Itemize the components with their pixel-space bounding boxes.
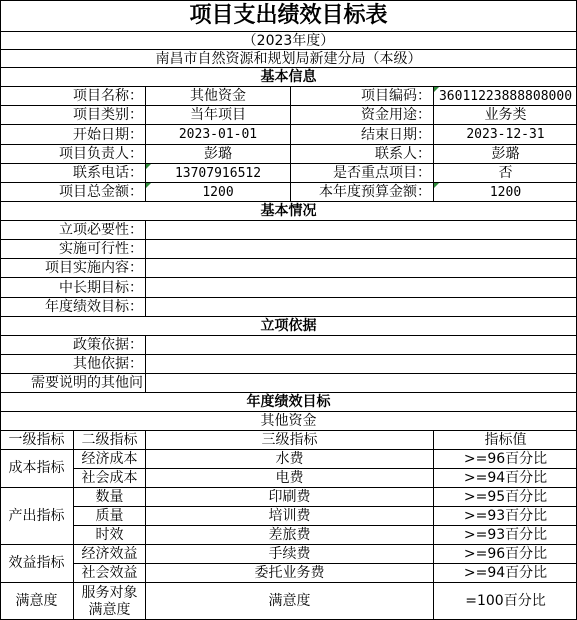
fund-use-value[interactable]: 业务类 <box>433 106 577 124</box>
annual-budget-label: 本年度预算金额： <box>290 183 433 201</box>
section-title: 年度绩效目标 <box>246 394 331 410</box>
header-level1: 一级指标 <box>8 432 65 448</box>
indicator-value[interactable]: >=94百分比 <box>433 469 577 487</box>
level2-social-benefit[interactable]: 社会效益 <box>73 564 145 582</box>
situation-row <box>0 278 577 298</box>
section-targets <box>0 393 577 412</box>
feasibility-value[interactable] <box>145 240 577 258</box>
info-row-name <box>0 87 577 106</box>
indicator-level3[interactable]: 手续费 <box>145 545 433 563</box>
contact-label: 联系人： <box>290 145 433 163</box>
policy-basis-label: 政策依据： <box>73 337 143 353</box>
feasibility-label: 实施可行性： <box>59 241 143 257</box>
project-name-label: 项目名称： <box>73 88 143 104</box>
policy-basis-value[interactable] <box>145 336 577 354</box>
total-amount-label: 项目总金额： <box>59 184 143 200</box>
level2-social-cost[interactable]: 社会成本 <box>73 469 145 487</box>
other-basis-label: 其他依据： <box>73 356 143 372</box>
level1-satisfaction[interactable]: 满意度 <box>0 583 73 620</box>
info-row-type <box>0 106 577 125</box>
longterm-label: 中长期目标： <box>59 279 143 296</box>
phone-label: 联系电话： <box>73 165 143 181</box>
indicator-value[interactable]: >=96百分比 <box>433 450 577 468</box>
info-row-amount <box>0 183 577 202</box>
project-code-value[interactable]: 36011223888808000 <box>433 87 577 105</box>
fund-use-label: 资金用途： <box>290 106 433 124</box>
section-basis <box>0 317 577 336</box>
indicator-level3[interactable]: 差旅费 <box>145 526 433 544</box>
level2-econ-cost[interactable]: 经济成本 <box>73 450 145 468</box>
project-type-label: 项目类别： <box>73 107 143 123</box>
situation-row <box>0 221 577 240</box>
level1-output[interactable]: 产出指标 <box>0 488 73 545</box>
indicator-value[interactable]: >=93百分比 <box>433 526 577 544</box>
indicator-level3[interactable]: 电费 <box>145 469 433 487</box>
longterm-value[interactable] <box>145 278 577 297</box>
total-amount-value[interactable]: 1200 <box>145 183 290 201</box>
header-level2: 二级指标 <box>73 431 145 449</box>
indicator-level3[interactable]: 印刷费 <box>145 488 433 506</box>
organization-name: 南昌市自然资源和规划局新建分局（本级） <box>155 50 422 67</box>
indicator-value[interactable]: >=94百分比 <box>433 564 577 582</box>
section-title: 立项依据 <box>260 318 317 334</box>
indicator-level3[interactable]: 委托业务费 <box>145 564 433 582</box>
situation-row <box>0 240 577 259</box>
contact-value[interactable]: 彭璐 <box>433 145 577 163</box>
level2-timeliness[interactable]: 时效 <box>73 526 145 544</box>
level2-service-satisfaction[interactable]: 服务对象满意度 <box>73 583 145 620</box>
annual-budget-value[interactable]: 1200 <box>433 183 577 201</box>
level2-econ-benefit[interactable]: 经济效益 <box>73 545 145 563</box>
indicator-level3[interactable]: 满意度 <box>145 583 433 619</box>
indicator-value[interactable]: =100百分比 <box>433 583 577 619</box>
project-code-label: 项目编码： <box>290 87 433 105</box>
indicator-value[interactable]: >=95百分比 <box>433 488 577 506</box>
start-date-label: 开始日期： <box>73 126 143 143</box>
section-title: 基本情况 <box>260 203 317 219</box>
fund-name: 其他资金 <box>260 413 317 429</box>
fiscal-year: （2023年度） <box>242 32 335 49</box>
level1-cost[interactable]: 成本指标 <box>0 450 73 488</box>
project-name-value[interactable]: 其他资金 <box>145 87 290 105</box>
annual-target-value[interactable] <box>145 298 577 316</box>
indicator-header-row <box>0 431 577 450</box>
start-date-value[interactable]: 2023-01-01 <box>145 125 290 144</box>
indicator-value[interactable]: >=96百分比 <box>433 545 577 563</box>
title-row <box>0 0 577 32</box>
indicator-level3[interactable]: 培训费 <box>145 507 433 525</box>
level2-quantity[interactable]: 数量 <box>73 488 145 506</box>
situation-row <box>0 298 577 317</box>
owner-label: 项目负责人： <box>59 146 143 162</box>
annual-target-label: 年度绩效目标： <box>45 299 143 315</box>
other-basis-value[interactable] <box>145 355 577 373</box>
necessity-label: 立项必要性： <box>59 222 143 238</box>
situation-row <box>0 259 577 278</box>
org-row <box>0 50 577 68</box>
section-title: 基本信息 <box>260 69 317 85</box>
key-project-value[interactable]: 否 <box>433 164 577 182</box>
content-label: 项目实施内容： <box>45 260 143 276</box>
section-basic-situation <box>0 202 577 221</box>
info-row-owner <box>0 145 577 164</box>
sheet-title: 项目支出绩效目标表 <box>189 2 388 28</box>
end-date-label: 结束日期： <box>290 125 433 144</box>
content-value[interactable] <box>145 259 577 277</box>
level2-quality[interactable]: 质量 <box>73 507 145 525</box>
header-level3: 三级指标 <box>145 431 433 449</box>
indicator-level3[interactable]: 水费 <box>145 450 433 468</box>
year-row <box>0 32 577 50</box>
section-basic-info <box>0 68 577 87</box>
fund-name-row <box>0 412 577 431</box>
basis-row <box>0 336 577 355</box>
project-type-value[interactable]: 当年项目 <box>145 106 290 124</box>
level1-benefit[interactable]: 效益指标 <box>0 545 73 583</box>
end-date-value[interactable]: 2023-12-31 <box>433 125 577 144</box>
notes-value[interactable] <box>145 374 577 392</box>
basis-row <box>0 355 577 374</box>
notes-label: 需要说明的其他问 <box>31 375 143 391</box>
info-row-dates <box>0 125 577 145</box>
basis-row <box>0 374 577 393</box>
info-row-phone <box>0 164 577 183</box>
phone-value[interactable]: 13707916512 <box>145 164 290 182</box>
header-value: 指标值 <box>433 431 577 449</box>
key-project-label: 是否重点项目： <box>290 164 433 182</box>
indicator-value[interactable]: >=93百分比 <box>433 507 577 525</box>
necessity-value[interactable] <box>145 221 577 239</box>
owner-value[interactable]: 彭璐 <box>145 145 290 163</box>
